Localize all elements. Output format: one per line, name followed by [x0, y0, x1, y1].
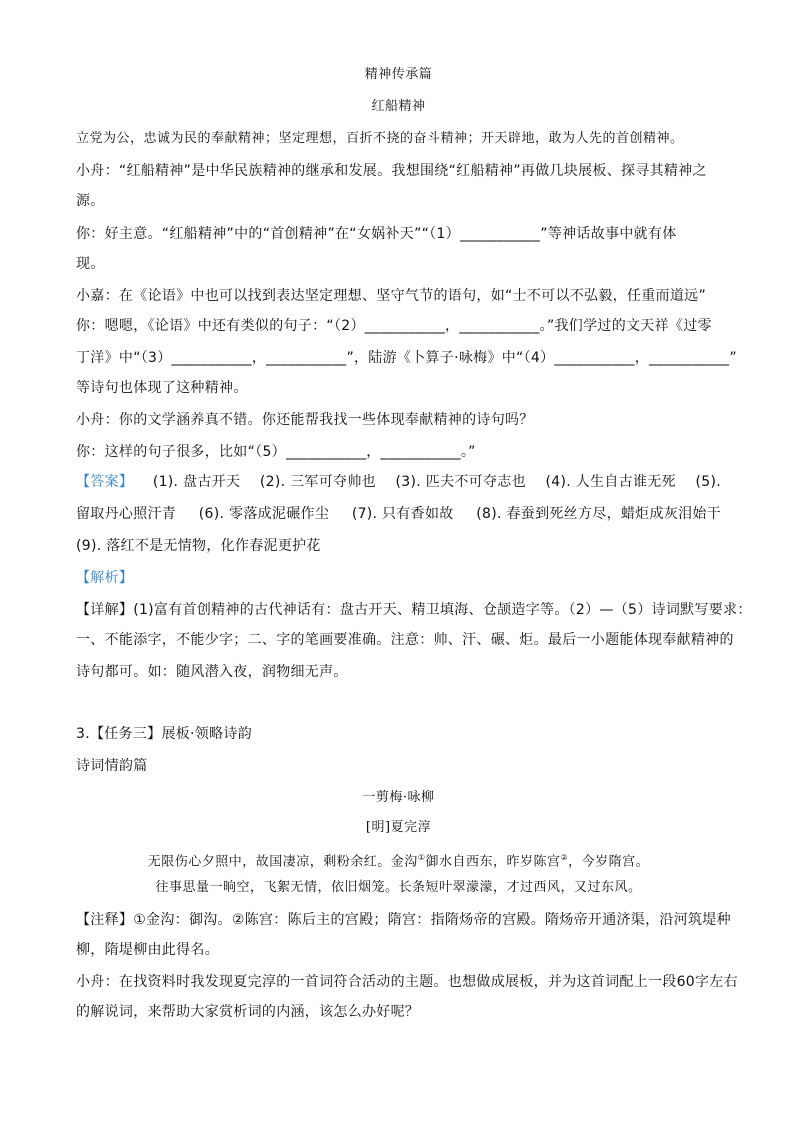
- task3-heading: 3.【任务三】展板·领略诗韵: [76, 726, 253, 742]
- poem-author: [明]夏完淳: [365, 820, 432, 835]
- answer-item: 留取丹心照汗青: [76, 506, 177, 522]
- dialogue-line: 小舟：你的文学涵养真不错。你还能帮我找一些体现奉献精神的诗句吗？: [76, 412, 534, 428]
- task3-section: 诗词情韵篇: [76, 758, 148, 774]
- dialogue-line: 源。: [76, 193, 105, 209]
- poem-line-1: [76, 848, 721, 872]
- dialogue-line: 你：嗯嗯，《论语》中还有类似的句子：“（2）___________，___________。”我们学过的文天祥《过零: [76, 318, 712, 334]
- answer-item: (1). 盘古开天: [152, 474, 241, 490]
- dialogue-line: 丁洋》中“（3）___________，___________”，陆游《卜算子·咏梅》中“（4）___________，___________”: [76, 350, 737, 366]
- poem-text: 无限伤心夕照中，故国凄凉，剩粉余红。金沟: [147, 854, 418, 870]
- dialogue-line: 小舟：在找资料时我发现夏完淳的一首词符合活动的主题。也想做成展板，并为这首词配上一段60字左右: [76, 974, 738, 990]
- dialogue-line: 你：这样的句子很多，比如“（5）___________，___________。”: [76, 444, 476, 460]
- answer-row-2: [76, 504, 721, 524]
- dialogue-line: 小嘉：在《论语》中也可以找到表达坚定理想、坚守气节的语句，如“士不可以不弘毅，任重而道远”: [76, 288, 707, 304]
- analysis-line: 诗句都可。如：随风潜入夜，润物细无声。: [76, 664, 348, 680]
- dialogue-line: 现。: [76, 256, 105, 272]
- answer-item: (8). 春蚕到死丝方尽，蜡炬成灰泪始干: [476, 506, 721, 522]
- answer-row-3: (9). 落红不是无情物，化作春泥更护花: [76, 538, 321, 554]
- answer-item: (3). 匹夫不可夺志也: [395, 474, 526, 490]
- answer-item: (4). 人生自古谁无死: [545, 474, 676, 490]
- poem-line-2: 往事思量一晌空，飞絮无情，依旧烟笼。长条短叶翠濛濛，才过西风，又过东风。: [155, 880, 642, 895]
- poem-text: 御水自西东，昨岁陈宫: [425, 854, 561, 870]
- note-marker-2: ②: [560, 853, 569, 862]
- notes-line: 柳，隋堤柳由此得名。: [76, 942, 219, 958]
- dialogue-line: 等诗句也体现了这种精神。: [76, 380, 248, 396]
- answer-label: 【答案】: [76, 474, 134, 490]
- section-title: 精神传承篇: [364, 67, 433, 82]
- poem-title: 一剪梅·咏柳: [362, 790, 435, 805]
- dialogue-line: 的解说词，来帮助大家赏析词的内涵，该怎么办好呢？: [76, 1004, 420, 1020]
- analysis-line: 一、不能添字，不能少字；二、字的笔画要准确。注意：帅、汗、碾、炬。最后一小题能体现奉献精神的: [76, 632, 734, 648]
- answer-row-1: [76, 472, 721, 492]
- analysis-line: 【详解】(1)富有首创精神的古代神话有：盘古开天、精卫填海、仓颉造字等。（2）—（5）诗词默写要求：: [76, 602, 752, 618]
- poem-text: ，今岁隋宫。: [568, 854, 650, 870]
- answer-item: (2). 三军可夺帅也: [259, 474, 376, 490]
- answer-item: (6). 零落成泥碾作尘: [198, 506, 330, 522]
- note-marker-1: ①: [417, 853, 426, 862]
- analysis-label: 【解析】: [76, 570, 134, 586]
- intro-text: 立党为公，忠诚为民的奉献精神；坚定理想，百折不挠的奋斗精神；开天辟地，敢为人先的首创精神。: [76, 131, 684, 146]
- answer-item: (7). 只有香如故: [351, 506, 454, 522]
- subtitle: 红船精神: [371, 99, 426, 114]
- dialogue-line: 小舟：“红船精神”是中华民族精神的继承和发展。我想围绕“红船精神”再做几块展板、探寻其精神之: [76, 163, 707, 179]
- notes-line: 【注释】①金沟：御沟。②陈宫：陈后主的宫殿；隋宫：指隋炀帝的宫殿。隋炀帝开通济渠，沿河筑堤种: [76, 912, 731, 928]
- dialogue-line: 你：好主意。“红船精神”中的“首创精神”在“女娲补天”“（1）___________”等神话故事中就有体: [76, 226, 677, 242]
- answer-item: (5).: [695, 474, 721, 490]
